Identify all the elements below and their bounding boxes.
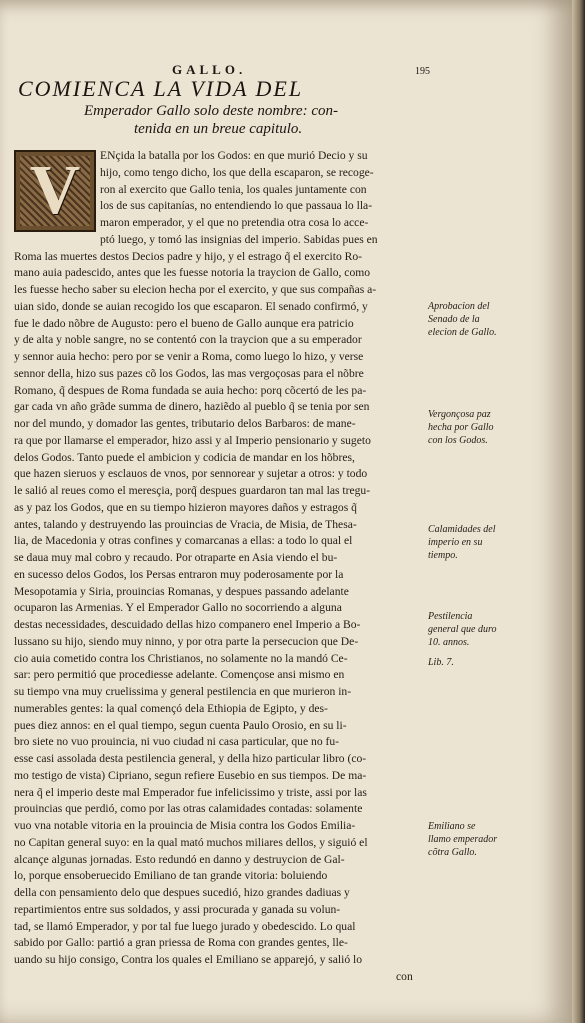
text-line: lia, de Macedonia y otras confines y comarcanas a ellas: a todo lo qual el <box>14 534 353 548</box>
text-line: les fuesse hecho saber su elecion hecha por el exercito, y que sus compañas a- <box>14 283 377 296</box>
margin-note: Calamidades del imperio en su tiempo. <box>428 524 496 561</box>
text-line: sabido por Gallo: partió a gran priessa de Roma con grandes gentes, lle- <box>14 936 348 950</box>
text-line: hijo, como tengo dicho, los que della escaparon, se recoge- <box>100 165 374 179</box>
page-edge <box>572 0 585 1023</box>
text-line: uian sido, donde se auian recogido los que escaparon. El senado confirmó, y <box>14 299 368 313</box>
text-line: vuo vna notable vitoria en la prouincia de Misia contra los Godos Emilia- <box>14 819 356 832</box>
text-line: gar cada vn año grãde summa de dinero, haziẽdo al pueblo q̃ se tenia por sen <box>14 400 370 414</box>
text-line: della con pensamiento delo que despues sucedió, hizo grandes dadiuas y <box>14 886 350 899</box>
text-line: bro siete no vuo prouincia, ni vuo ciudad ni casa particular, que no fu- <box>14 735 340 749</box>
chapter-title: COMIENCA LA VIDA DEL <box>18 76 304 101</box>
margin-note: Aprobacion del Senado de la elecion de Gallo. <box>428 301 497 338</box>
margin-note: Emiliano se llamo emperador cõtra Gallo. <box>428 821 498 858</box>
initial-letter: V <box>29 152 81 229</box>
decorated-initial <box>14 150 96 232</box>
folio-number: 195 <box>415 66 430 77</box>
text-line: su tiempo vna muy cruelissima y general pestilencia en que murieron in- <box>14 685 352 698</box>
text-line: uando su hijo consigo, Contra los quales el Emiliano se apparejó, y salió lo <box>14 953 363 966</box>
text-line: ocuparon las Armenias. Y el Emperador Gallo no socorriendo a alguna <box>14 601 342 615</box>
text-line: sennor della, hizo sus pazes cõ los Godos, las mas vergoçosas para el nõbre <box>14 366 364 380</box>
text-line: repartimientos entre sus soldados, y assi procurada y ganada su volun- <box>14 902 341 916</box>
text-line: ENçida la batalla por los Godos: en que murió Decio y su <box>100 149 368 162</box>
text-line: lussano su hijo, siendo muy ninno, y por otra parte la persecucion que De- <box>14 634 359 648</box>
text-line: le salió al reues como el meresçia, porq̃ despues guardaron tan mal las tregu- <box>14 484 371 497</box>
text-line: nera q̃ el imperio deste mal Emperador fue infelicissimo y triste, assi por las <box>14 785 367 799</box>
text-line: y de alta y noble sangre, no se contentó con la traycion que a su emperador <box>14 333 362 347</box>
text-line: antes, talando y destruyendo las prouincias de Vracia, de Misia, de Thesa- <box>14 517 357 531</box>
text-line: esse casi assolada desta pestilencia general, y della hizo particular libro (co- <box>14 752 367 765</box>
body-text <box>14 148 426 986</box>
text-line: Mesopotamia y Siria, prouincias Romanas, y despues passando adelante <box>14 584 349 598</box>
text-line: nor del mundo, y domador las gentes, tributario delos Barbaros: de mane- <box>14 417 356 430</box>
margin-note: Vergonçosa paz hecha por Gallo con los Godos. <box>428 409 494 446</box>
text-line: lo, porque ensoberuecido Emiliano de tan grande vitoria: boluiendo <box>14 869 328 883</box>
text-line: mo testigo de vista) Cipriano, segun refiere Eusebio en sus tiempos. De ma- <box>14 768 367 782</box>
text-line: en sucesso delos Godos, los Persas entraron muy poderosamente por la <box>14 567 344 581</box>
text-line: delos Godos. Tanto puede el ambicion y codicia de mandar en los hõbres, <box>14 450 355 464</box>
running-head: GALLO. <box>172 62 247 77</box>
text-line: no Capitan general suyo: en la qual mató muchos miliares dellos, y siguió el <box>14 835 368 849</box>
text-line: pues diez annos: en el qual tiempo, segun cuenta Paulo Orosio, en su li- <box>14 718 347 732</box>
text-line: y sennor auia hecho: pero por se venir a Roma, como luego lo hizo, y verse <box>14 350 364 363</box>
text-line: numerables gentes: la qual començó dela Ethiopia de Egipto, y des- <box>14 701 328 715</box>
margin-note: Pestilencia general que duro 10. annos. <box>428 611 497 648</box>
catchword: con <box>396 969 413 983</box>
text-line: los de sus capitanías, no entendiendo lo que passaua lo lla- <box>100 199 373 213</box>
text-line: que hazen sieruos y esclauos de vnos, por sennorear y sujetar a otros: y todo <box>14 467 368 481</box>
text-line: tad, se llamó Emperador, y por tal fue luego jurado y obedescido. Lo qual <box>14 919 356 933</box>
text-line: fue le dado nõbre de Augusto: pero el bueno de Gallo aunque era patricio <box>14 316 354 330</box>
chapter-subtitle-line1: Emperador Gallo solo deste nombre: con- <box>84 103 338 119</box>
text-line: ptó luego, y tomó las insignias del imperio. Sabidas pues en <box>100 232 378 246</box>
text-line: as y paz los Godos, que en su tiempo hizieron mayores daños y estragos q̃ <box>14 500 357 514</box>
text-line: maron emperador, y el que no pretendia otra cosa lo acce- <box>100 216 369 229</box>
text-line: ron al exercito que Gallo tenia, los quales juntamente con <box>100 182 367 196</box>
chapter-subtitle-line2: tenida en un breue capitulo. <box>134 121 303 137</box>
text-line: sar: pero permitió que procediesse adelante. Començose ansi mismo en <box>14 668 345 682</box>
text-line: destas necessidades, descuidado dellas hizo companero enel Imperio a Bo- <box>14 618 361 631</box>
text-line: mano auia padescido, antes que les fuesse notoria la traycion de Gallo, como <box>14 266 371 280</box>
text-line: Roma las muertes destos Decios padre y hijo, y el estrago q̃ el exercito Ro- <box>14 249 363 263</box>
text-line: prouincias que perdió, como por las otras calamidades contadas: solamente <box>14 802 363 816</box>
text-line: se daua muy mal cobro y recaudo. Por otraparte en Asia viendo el bu- <box>14 551 338 564</box>
text-line: alcançe algunas jornadas. Esto redundó en danno y destruycion de Gal- <box>14 852 345 866</box>
text-line: cio auia cometido contra los Christianos, no solamente no la mandó Ce- <box>14 651 348 665</box>
margin-note: Lib. 7. <box>428 657 454 668</box>
text-line: ra que por llamarse el emperador, hizo assi y al Imperio pensionario y sugeto <box>14 433 371 447</box>
text-line: Romano, q̃ despues de Roma fundada se auia hecho: porq cõcertó de les pa- <box>14 383 367 397</box>
